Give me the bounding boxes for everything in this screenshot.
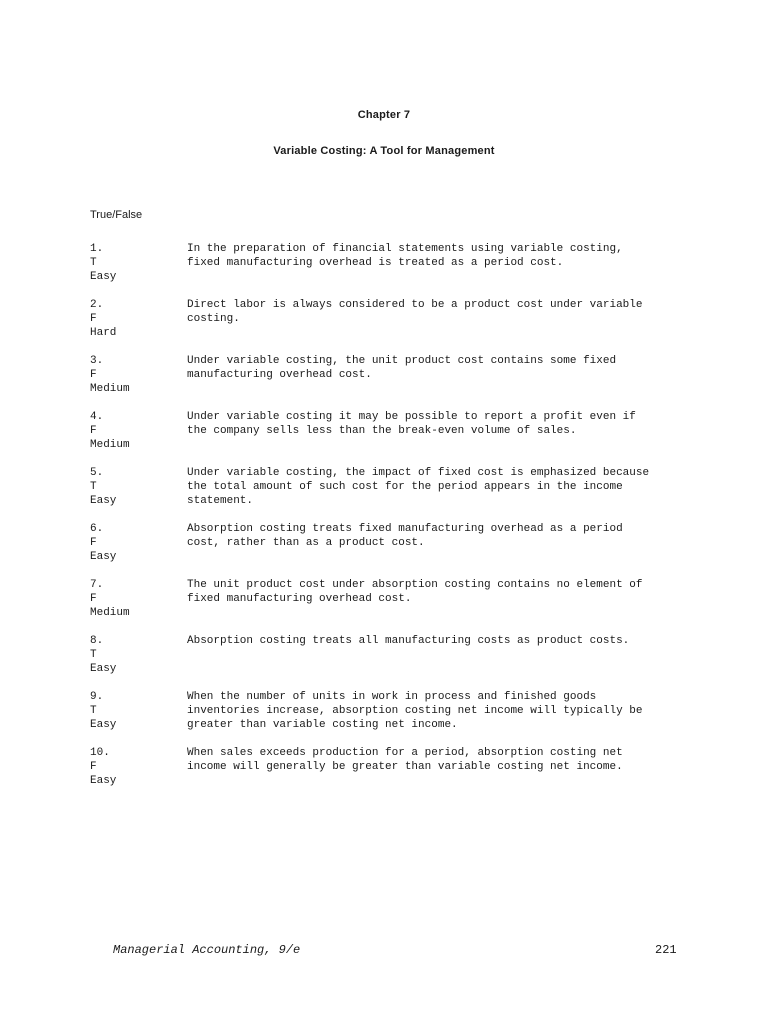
question-answer: F bbox=[90, 369, 97, 381]
question-text: Absorption costing treats all manufacturing costs as product costs. bbox=[187, 635, 630, 647]
question-item bbox=[90, 746, 690, 802]
question-answer: F bbox=[90, 425, 97, 437]
question-difficulty: Easy bbox=[90, 271, 117, 283]
question-answer: F bbox=[90, 537, 97, 549]
question-meta bbox=[90, 522, 180, 564]
question-text: Under variable costing it may be possible to report a profit even if the company sells less than the break-even volume of sales. bbox=[187, 411, 636, 437]
question-answer: F bbox=[90, 313, 97, 325]
question-meta bbox=[90, 410, 180, 452]
question-answer: T bbox=[90, 481, 97, 493]
question-meta bbox=[90, 354, 180, 396]
question-number: 7. bbox=[90, 579, 104, 591]
question-difficulty: Easy bbox=[90, 663, 117, 675]
question-number: 3. bbox=[90, 355, 104, 367]
question-number: 1. bbox=[90, 243, 104, 255]
question-text: Absorption costing treats fixed manufacturing overhead as a period cost, rather than as a product cost. bbox=[187, 523, 623, 549]
question-item bbox=[90, 578, 690, 634]
question-text: When the number of units in work in process and finished goods inventories increase, absorption costing net income will typically be greater than variable costing net income. bbox=[187, 691, 643, 731]
section-heading: True/False bbox=[90, 209, 143, 221]
question-difficulty: Medium bbox=[90, 607, 130, 619]
question-text: In the preparation of financial statements using variable costing, fixed manufacturing overhead is treated as a period cost. bbox=[187, 243, 623, 269]
question-difficulty: Easy bbox=[90, 551, 117, 563]
question-difficulty: Easy bbox=[90, 775, 117, 787]
footer-book-title: Managerial Accounting, 9/e bbox=[113, 943, 301, 957]
chapter-title: Variable Costing: A Tool for Management bbox=[273, 145, 495, 157]
question-difficulty: Easy bbox=[90, 719, 117, 731]
question-answer: T bbox=[90, 257, 97, 269]
question-meta bbox=[90, 466, 180, 508]
chapter-heading: Chapter 7 bbox=[357, 109, 411, 121]
question-item bbox=[90, 634, 690, 690]
question-text: Under variable costing, the unit product cost contains some fixed manufacturing overhead cost. bbox=[187, 355, 617, 381]
question-item bbox=[90, 242, 690, 298]
question-number: 9. bbox=[90, 691, 104, 703]
question-meta bbox=[90, 690, 180, 732]
question-number: 2. bbox=[90, 299, 104, 311]
question-answer: F bbox=[90, 593, 97, 605]
question-difficulty: Hard bbox=[90, 327, 117, 339]
question-number: 6. bbox=[90, 523, 104, 535]
question-difficulty: Medium bbox=[90, 439, 130, 451]
question-item bbox=[90, 298, 690, 354]
question-answer: T bbox=[90, 649, 97, 661]
question-item bbox=[90, 410, 690, 466]
footer-page-number: 221 bbox=[655, 943, 677, 957]
question-item bbox=[90, 522, 690, 578]
question-item bbox=[90, 466, 690, 522]
question-list bbox=[90, 242, 690, 802]
question-meta bbox=[90, 242, 180, 284]
question-answer: F bbox=[90, 761, 97, 773]
question-number: 4. bbox=[90, 411, 104, 423]
question-meta bbox=[90, 578, 180, 620]
question-number: 10. bbox=[90, 747, 110, 759]
question-answer: T bbox=[90, 705, 97, 717]
question-meta bbox=[90, 298, 180, 340]
question-meta bbox=[90, 746, 180, 788]
question-number: 8. bbox=[90, 635, 104, 647]
question-number: 5. bbox=[90, 467, 104, 479]
question-difficulty: Easy bbox=[90, 495, 117, 507]
question-text: Under variable costing, the impact of fixed cost is emphasized because the total amount of such cost for the period appears in the income statement. bbox=[187, 467, 650, 507]
question-text: When sales exceeds production for a period, absorption costing net income will generally be greater than variable costing net income. bbox=[187, 747, 623, 773]
question-meta bbox=[90, 634, 180, 676]
question-text: The unit product cost under absorption costing contains no element of fixed manufacturing overhead cost. bbox=[187, 579, 643, 605]
question-item bbox=[90, 354, 690, 410]
question-difficulty: Medium bbox=[90, 383, 130, 395]
question-text: Direct labor is always considered to be a product cost under variable costing. bbox=[187, 299, 643, 325]
question-item bbox=[90, 690, 690, 746]
